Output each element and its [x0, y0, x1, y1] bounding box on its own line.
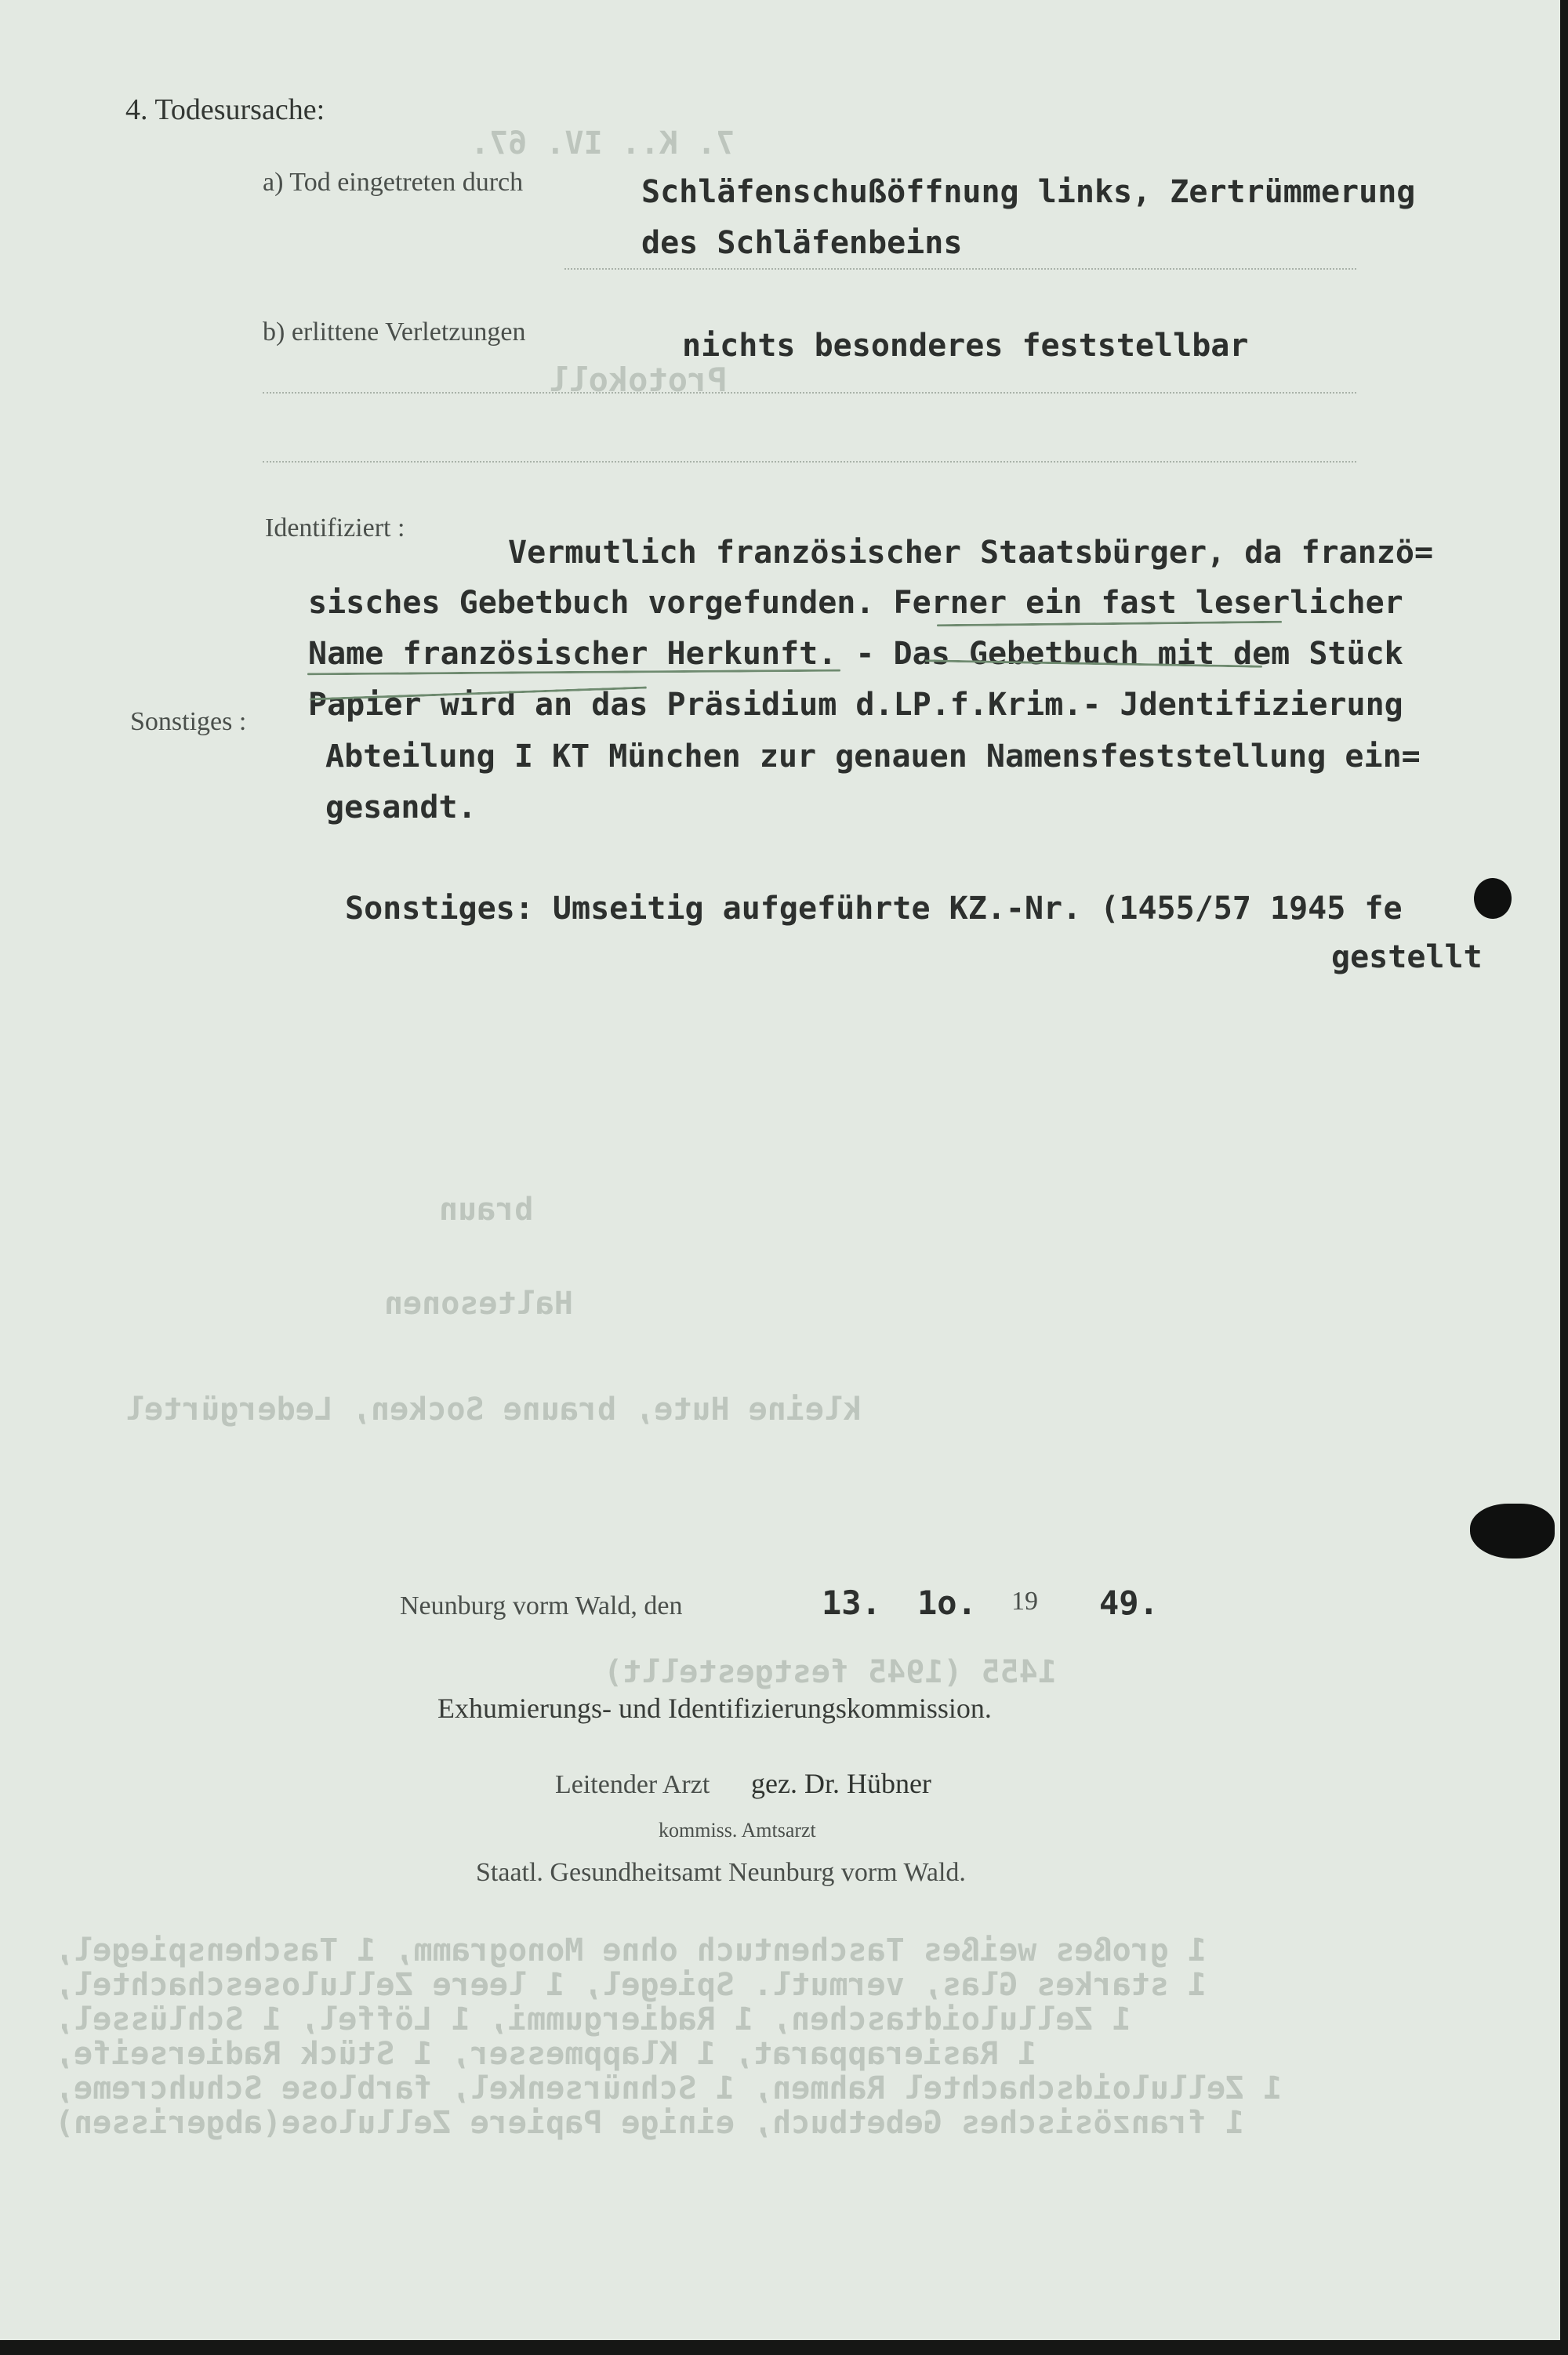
bleed-through-inventory: 1 Zelluloidtaschen, 1 Radiergummi, 1 Löffel, 1 Schlüssel, [55, 2001, 1131, 2037]
identification-line-3: Name französischer Herkunft. - Das Gebetbuch mit dem Stück [308, 636, 1403, 672]
bleed-through-heading: Protokoll [549, 361, 728, 399]
other-label: Sonstiges : [130, 707, 247, 736]
other-line-1: Sonstiges: Umseitig aufgeführte KZ.-Nr. (1455/57 1945 fe [345, 891, 1403, 927]
signature-name: gez. Dr. Hübner [751, 1768, 931, 1799]
cause-label: a) Tod eingetreten durch [263, 168, 524, 197]
bleed-through-inventory: 1 großes weißes Taschentuch ohne Monogramm, 1 Taschenspiegel, [55, 1932, 1207, 1969]
dotted-line [263, 392, 1356, 394]
date-century: 19 [1011, 1587, 1038, 1616]
office-name: Staatl. Gesundheitsamt Neunburg vorm Wald. [476, 1858, 966, 1887]
cause-line-2: des Schläfenbeins [641, 225, 963, 261]
injuries-label: b) erlittene Verletzungen [263, 318, 526, 347]
identification-line-1: Vermutlich französischer Staatsbürger, da franzö= [508, 535, 1434, 571]
scan-border-right [1560, 0, 1568, 2355]
other-line-2: gestellt [1331, 939, 1483, 975]
date-month: 1o. [917, 1584, 977, 1622]
scan-border-bottom [0, 2340, 1568, 2355]
bleed-through-inventory: 1 französisches Gebetbuch, einige Papiere Zellulose(abgerissen) [55, 2105, 1245, 2141]
bleed-through-inventory: 1 Zelluloidschachtel Rahmen, 1 Schnürsenkel, farblose Schuhcreme, [55, 2070, 1283, 2106]
identification-line-5: Abteilung I KT München zur genauen Namensfeststellung ein= [325, 738, 1421, 775]
punch-hole-mark [1470, 1504, 1555, 1559]
bleed-through-word: braun [439, 1192, 534, 1228]
date-year: 49. [1099, 1584, 1159, 1622]
section-heading: 4. Todesursache: [125, 93, 325, 126]
bleed-through-inventory: 1 starkes Glas, vermutl. Spiegel, 1 leere Zelluloseschachtel, [55, 1967, 1207, 2003]
role-label: Leitender Arzt [555, 1770, 710, 1799]
bleed-through-word: Haltesonen [384, 1286, 573, 1322]
cause-line-1: Schläfenschußöffnung links, Zertrümmerung [641, 174, 1416, 210]
pencil-underline [937, 621, 1282, 627]
identification-label: Identifiziert : [265, 513, 405, 542]
bleed-through-inventory: 1 Rasierapparat, 1 Klappmesser, 1 Stück Radierseife, [55, 2036, 1037, 2072]
dotted-line [263, 461, 1356, 463]
date-day: 13. [822, 1584, 881, 1622]
bleed-through-line: kleine Hute, braune Socken, Ledergürtel [125, 1392, 862, 1428]
identification-line-4: Papier wird an das Präsidium d.LP.f.Krim.- Jdentifizierung [308, 687, 1403, 723]
identification-line-2: sisches Gebetbuch vorgefunden. Ferner ein fast leserlicher [308, 585, 1403, 621]
dotted-line [564, 268, 1356, 270]
place-label: Neunburg vorm Wald, den [400, 1591, 683, 1620]
injuries-text: nichts besonderes feststellbar [682, 328, 1249, 364]
bleed-through-line: 1455 (1945 festgestellt) [604, 1654, 1057, 1690]
subrole-label: kommiss. Amtsarzt [659, 1819, 816, 1842]
commission-name: Exhumierungs- und Identifizierungskommission. [437, 1693, 992, 1724]
bleed-through-file-ref: 7. K.. IV. 67. [470, 125, 735, 161]
ink-blot [1474, 878, 1512, 919]
identification-line-6: gesandt. [325, 789, 477, 826]
